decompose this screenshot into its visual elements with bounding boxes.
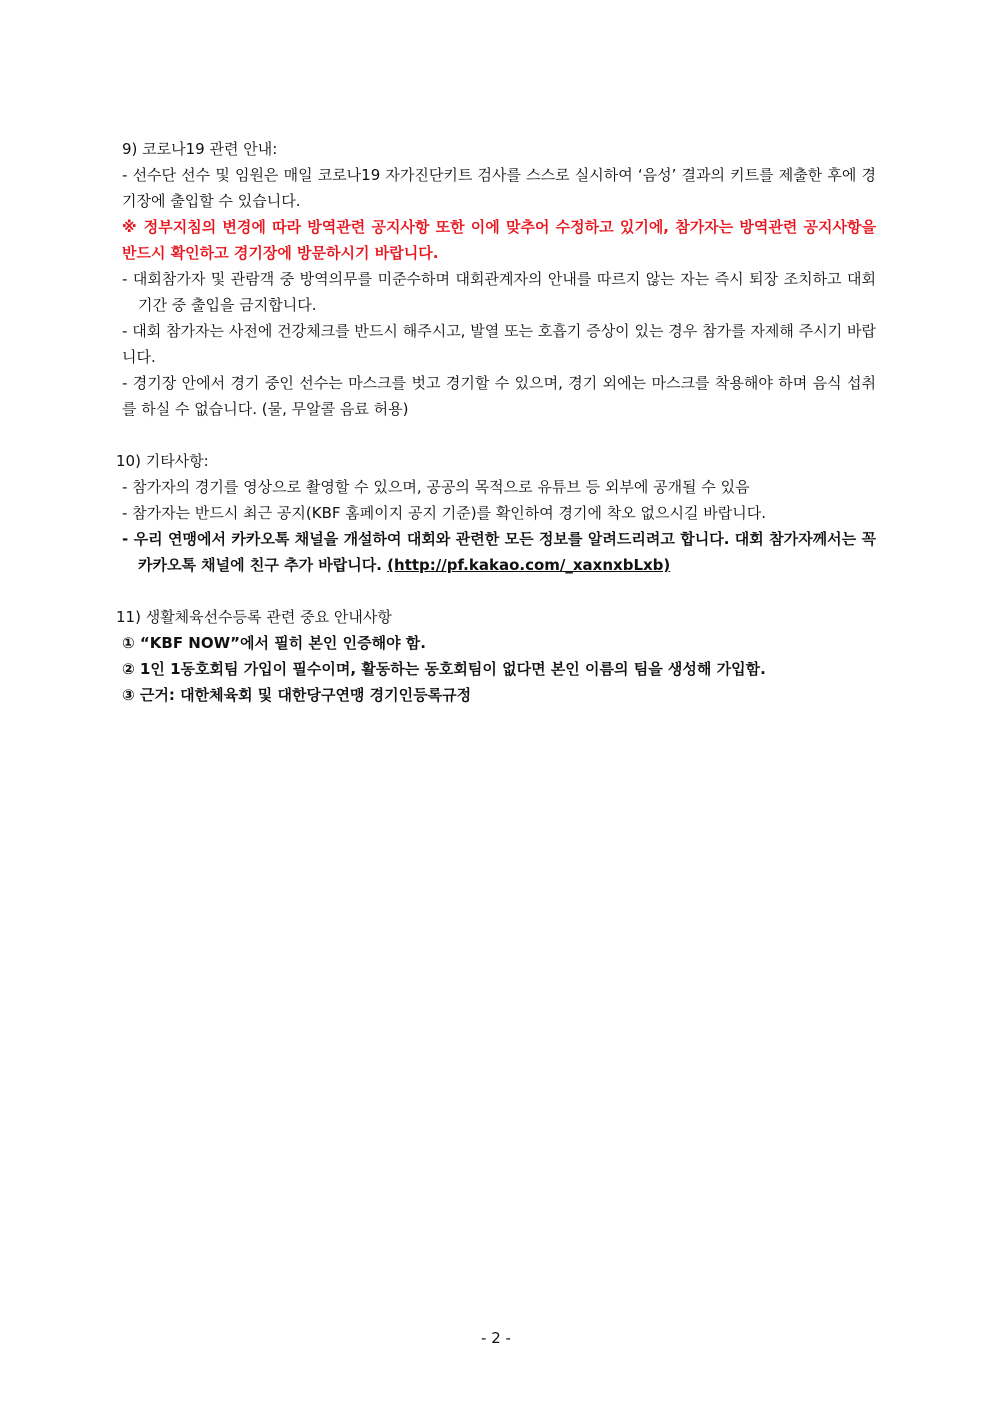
registration-item-3: ③ 근거: 대한체육회 및 대한당구연맹 경기인등록규정 [122,686,472,704]
covid-notice-red: ※ 정부지침의 변경에 따라 방역관련 공지사항 또한 이에 맞추어 수정하고 있기에, 참가자는 방역관련 공지사항을 반드시 확인하고 경기장에 방문하시기 바랍니다. [122,218,876,262]
section-heading-misc: 10) 기타사항: [116,452,209,470]
misc-item-kakao-text: - 우리 연맹에서 카카오톡 채널을 개설하여 대회와 관련한 모든 정보를 알려드리려고 합니다. 대회 참가자께서는 꼭 카카오톡 채널에 친구 추가 바랍니다. [122,530,876,574]
registration-item-1: ① “KBF NOW”에서 필히 본인 인증해야 함. [122,634,426,652]
covid-item-healthcheck: - 대회 참가자는 사전에 건강체크를 반드시 해주시고, 발열 또는 호흡기 증상이 있는 경우 참가를 자제해 주시기 바랍니다. [122,322,876,366]
kakao-channel-link[interactable]: (http://pf.kakao.com/_xaxnxbLxb) [387,556,671,574]
document-body [116,136,876,708]
covid-item-selftest: - 선수단 선수 및 임원은 매일 코로나19 자가진단키트 검사를 스스로 실시하여 ‘음성’ 결과의 키트를 제출한 후에 경기장에 출입할 수 있습니다. [122,166,876,210]
registration-item-2: ② 1인 1동호회팀 가입이 필수이며, 활동하는 동호회팀이 없다면 본인 이름의 팀을 생성해 가입함. [122,660,766,678]
misc-item-kakao [122,526,876,578]
covid-item-violation: - 대회참가자 및 관람객 중 방역의무를 미준수하며 대회관계자의 안내를 따르지 않는 자는 즉시 퇴장 조치하고 대회기간 중 출입을 금지합니다. [122,270,876,314]
section-registration [116,604,876,708]
covid-item-mask: - 경기장 안에서 경기 중인 선수는 마스크를 벗고 경기할 수 있으며, 경기 외에는 마스크를 착용해야 하며 음식 섭취를 하실 수 없습니다. (물, 무알콜 음료 허용) [122,374,876,418]
section-heading-covid19: 9) 코로나19 관련 안내: [122,140,278,158]
section-misc [116,448,876,578]
misc-item-notice: - 참가자는 반드시 최근 공지(KBF 홈페이지 공지 기준)를 확인하여 경기에 착오 없으시길 바랍니다. [122,504,766,522]
misc-item-video: - 참가자의 경기를 영상으로 촬영할 수 있으며, 공공의 목적으로 유튜브 등 외부에 공개될 수 있음 [122,478,750,496]
page-number: - 2 - [481,1329,511,1347]
section-heading-registration: 11) 생활체육선수등록 관련 중요 안내사항 [116,608,392,626]
section-covid19 [122,136,876,422]
